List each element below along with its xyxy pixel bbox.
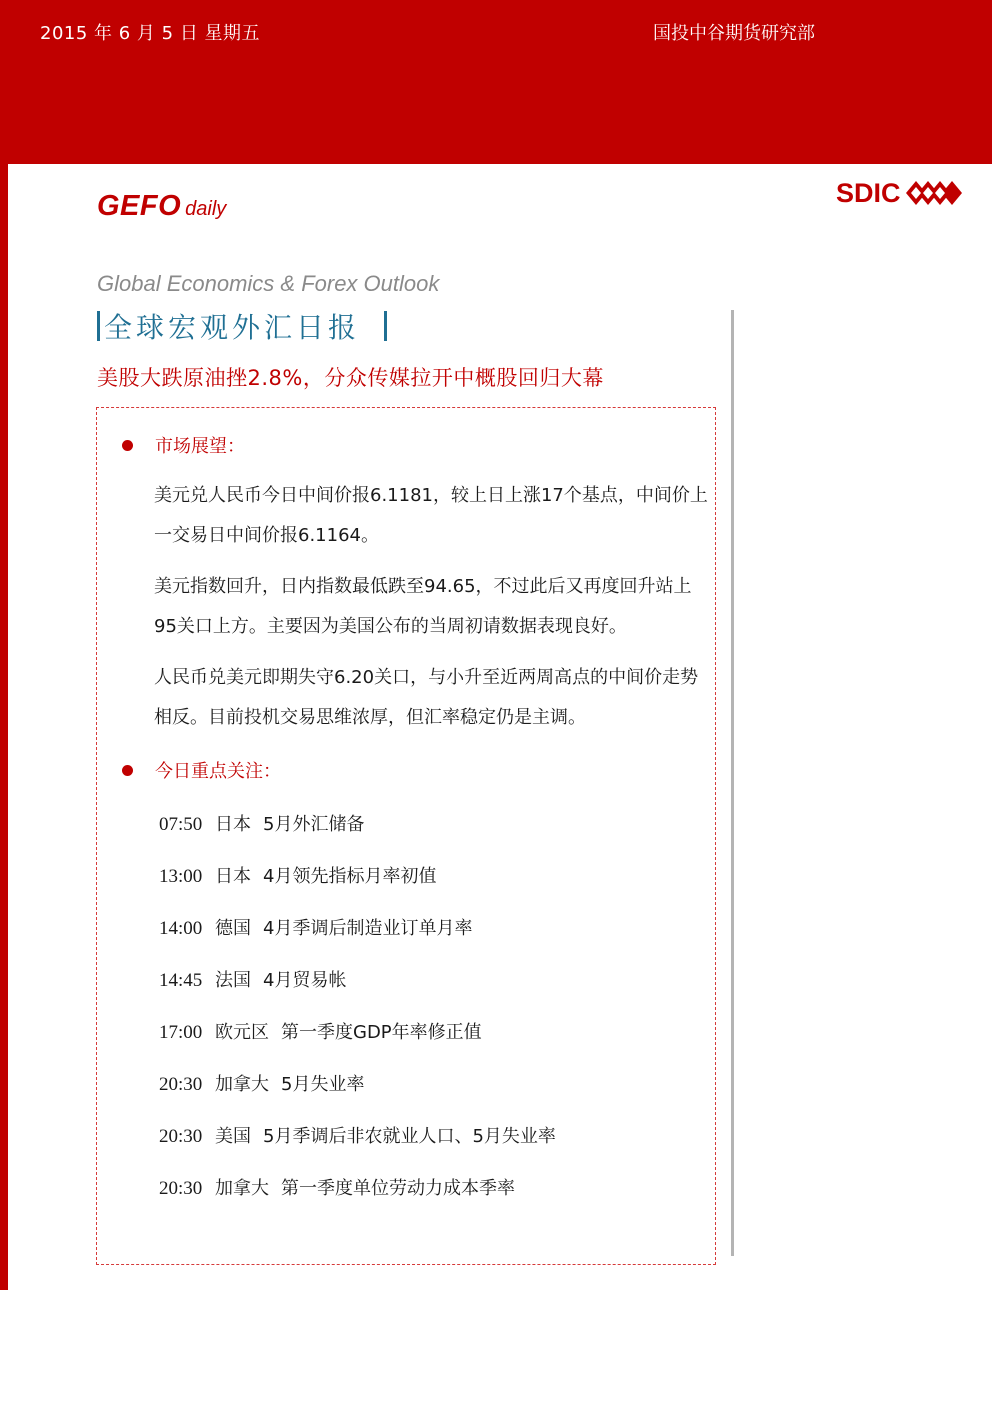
report-title (97, 308, 387, 344)
brand-suffix: daily (185, 198, 227, 220)
event-country: 美国 (215, 1126, 251, 1147)
event-time: 20:30 (159, 1178, 203, 1199)
outlook-paragraph: 美元指数回升，日内指数最低跌至94.65，不过此后又再度回升站上95关口上方。主要因为美国公布的当周初请数据表现良好。 (154, 576, 692, 637)
event-time: 13:00 (159, 866, 203, 887)
outlook-paragraph: 人民币兑美元即期失守6.20关口，与小升至近两周高点的中间价走势相反。目前投机交易思维浓厚，但汇率稳定仍是主调。 (154, 667, 699, 728)
logo-text: SDIC (836, 178, 901, 208)
vertical-divider (731, 310, 734, 1256)
report-title-text: 全球宏观外汇日报 (104, 311, 361, 344)
title-right-bar (384, 311, 387, 341)
bullet-icon (122, 765, 133, 776)
event-row (159, 810, 364, 836)
title-left-bar (97, 311, 100, 341)
event-item: 4月领先指标月率初值 (263, 866, 437, 887)
event-time: 20:30 (159, 1074, 203, 1095)
focus-heading-text: 今日重点关注： (155, 761, 281, 782)
event-item: 4月季调后制造业订单月率 (263, 918, 473, 939)
event-time: 14:00 (159, 918, 203, 939)
event-time: 17:00 (159, 1022, 203, 1043)
market-outlook-heading-text: 市场展望： (155, 436, 245, 457)
event-item: 5月季调后非农就业人口、5月失业率 (263, 1126, 556, 1147)
focus-heading (122, 757, 281, 783)
event-row (159, 1018, 482, 1044)
event-row (159, 862, 436, 888)
outlook-paragraph: 美元兑人民币今日中间价报6.1181，较上日上涨17个基点，中间价上一交易日中间价报6.1164。 (154, 485, 708, 546)
event-item: 5月外汇储备 (263, 814, 365, 835)
event-item: 第一季度单位劳动力成本季率 (281, 1178, 515, 1199)
event-row (159, 914, 472, 940)
event-row (159, 1122, 556, 1148)
sdic-logo-icon (836, 176, 962, 210)
event-row (159, 966, 346, 992)
english-subtitle: Global Economics & Forex Outlook (97, 271, 440, 296)
bullet-icon (122, 440, 133, 451)
header-banner (0, 0, 992, 164)
brand-mark (97, 190, 226, 223)
event-item: 第一季度GDP年率修正值 (281, 1022, 482, 1043)
event-row (159, 1174, 515, 1200)
event-country: 日本 (215, 814, 251, 835)
event-country: 德国 (215, 918, 251, 939)
event-item: 5月失业率 (281, 1074, 365, 1095)
event-country: 法国 (215, 970, 251, 991)
event-time: 07:50 (159, 814, 203, 835)
headline: 美股大跌原油挫2.8%，分众传媒拉开中概股回归大幕 (97, 366, 604, 390)
brand-name: GEFO (97, 190, 182, 222)
event-country: 加拿大 (215, 1178, 269, 1199)
event-country: 欧元区 (215, 1022, 269, 1043)
event-time: 20:30 (159, 1126, 203, 1147)
event-time: 14:45 (159, 970, 203, 991)
event-row (159, 1070, 364, 1096)
event-item: 4月贸易帐 (263, 970, 347, 991)
event-country: 日本 (215, 866, 251, 887)
department-name: 国投中谷期货研究部 (653, 23, 815, 44)
left-accent-bar (0, 164, 8, 1290)
report-date: 2015 年 6 月 5 日 星期五 (40, 23, 261, 44)
market-outlook-heading (122, 432, 245, 458)
event-country: 加拿大 (215, 1074, 269, 1095)
